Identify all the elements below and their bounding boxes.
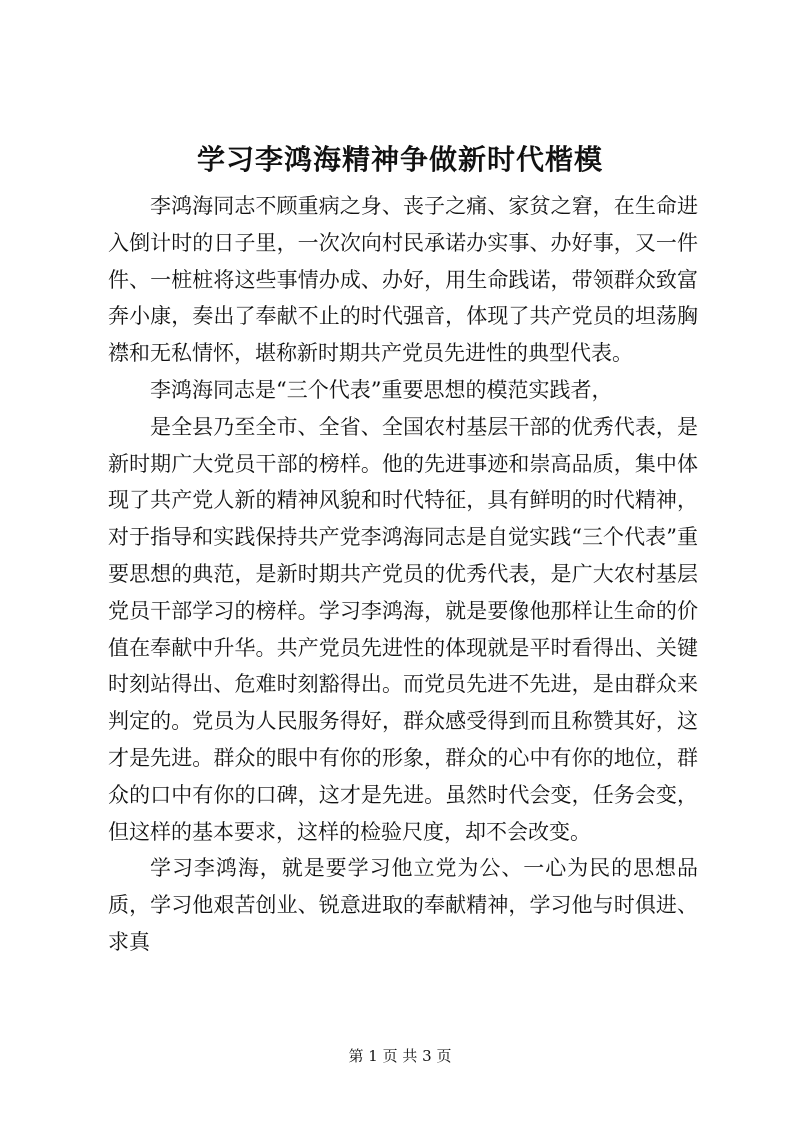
document-title: 学习李鸿海精神争做新时代楷模 <box>196 143 603 176</box>
page-number: 第 1 页 共 3 页 <box>348 1047 452 1065</box>
paragraph-2: 李鸿海同志是“三个代表”重要思想的模范实践者， <box>150 377 613 402</box>
paragraph-3: 是全县乃至全市、全省、全国农村基层干部的优秀代表，是新时期广大党员干部的榜样。他的先进事迹和崇高品质，集中体现了共产党人新的精神风貌和时代特征，具有鲜明的时代精神，对于指导和实践保持共产党李鸿海同志是自觉实践“三个代表”重要思想的典范，是新时期共产党员的优秀代表，是广大农村基层党员干部学习的榜样。学习李鸿海，就是要像他那样让生命的价值在奉献中升华。共产党员先进性的体现就是平时看得出、关键时刻站得出、危难时刻豁得出。而党员先进不先进，是由群众来判定的。党员为人民服务得好，群众感受得到而且称赞其好，这才是先进。群众的眼中有你的形象，群众的心中有你的地位，群众的口中有你的口碑，这才是先进。虽然时代会变，任务会变，但这样的基本要求，这样的检验尺度，却不会改变。 <box>108 414 698 844</box>
paragraph-4: 学习李鸿海，就是要学习他立党为公、一心为民的思想品质，学习他艰苦创业、锐意进取的奉献精神，学习他与时俱进、求真 <box>108 856 698 954</box>
document-body <box>108 188 698 961</box>
paragraph-1: 李鸿海同志不顾重病之身、丧子之痛、家贫之窘，在生命进入倒计时的日子里，一次次向村民承诺办实事、办好事，又一件件、一桩桩将这些事情办成、办好，用生命践诺，带领群众致富奔小康，奏出了奉献不止的时代强音，体现了共产党员的坦荡胸襟和无私情怀，堪称新时期共产党员先进性的典型代表。 <box>108 194 698 366</box>
